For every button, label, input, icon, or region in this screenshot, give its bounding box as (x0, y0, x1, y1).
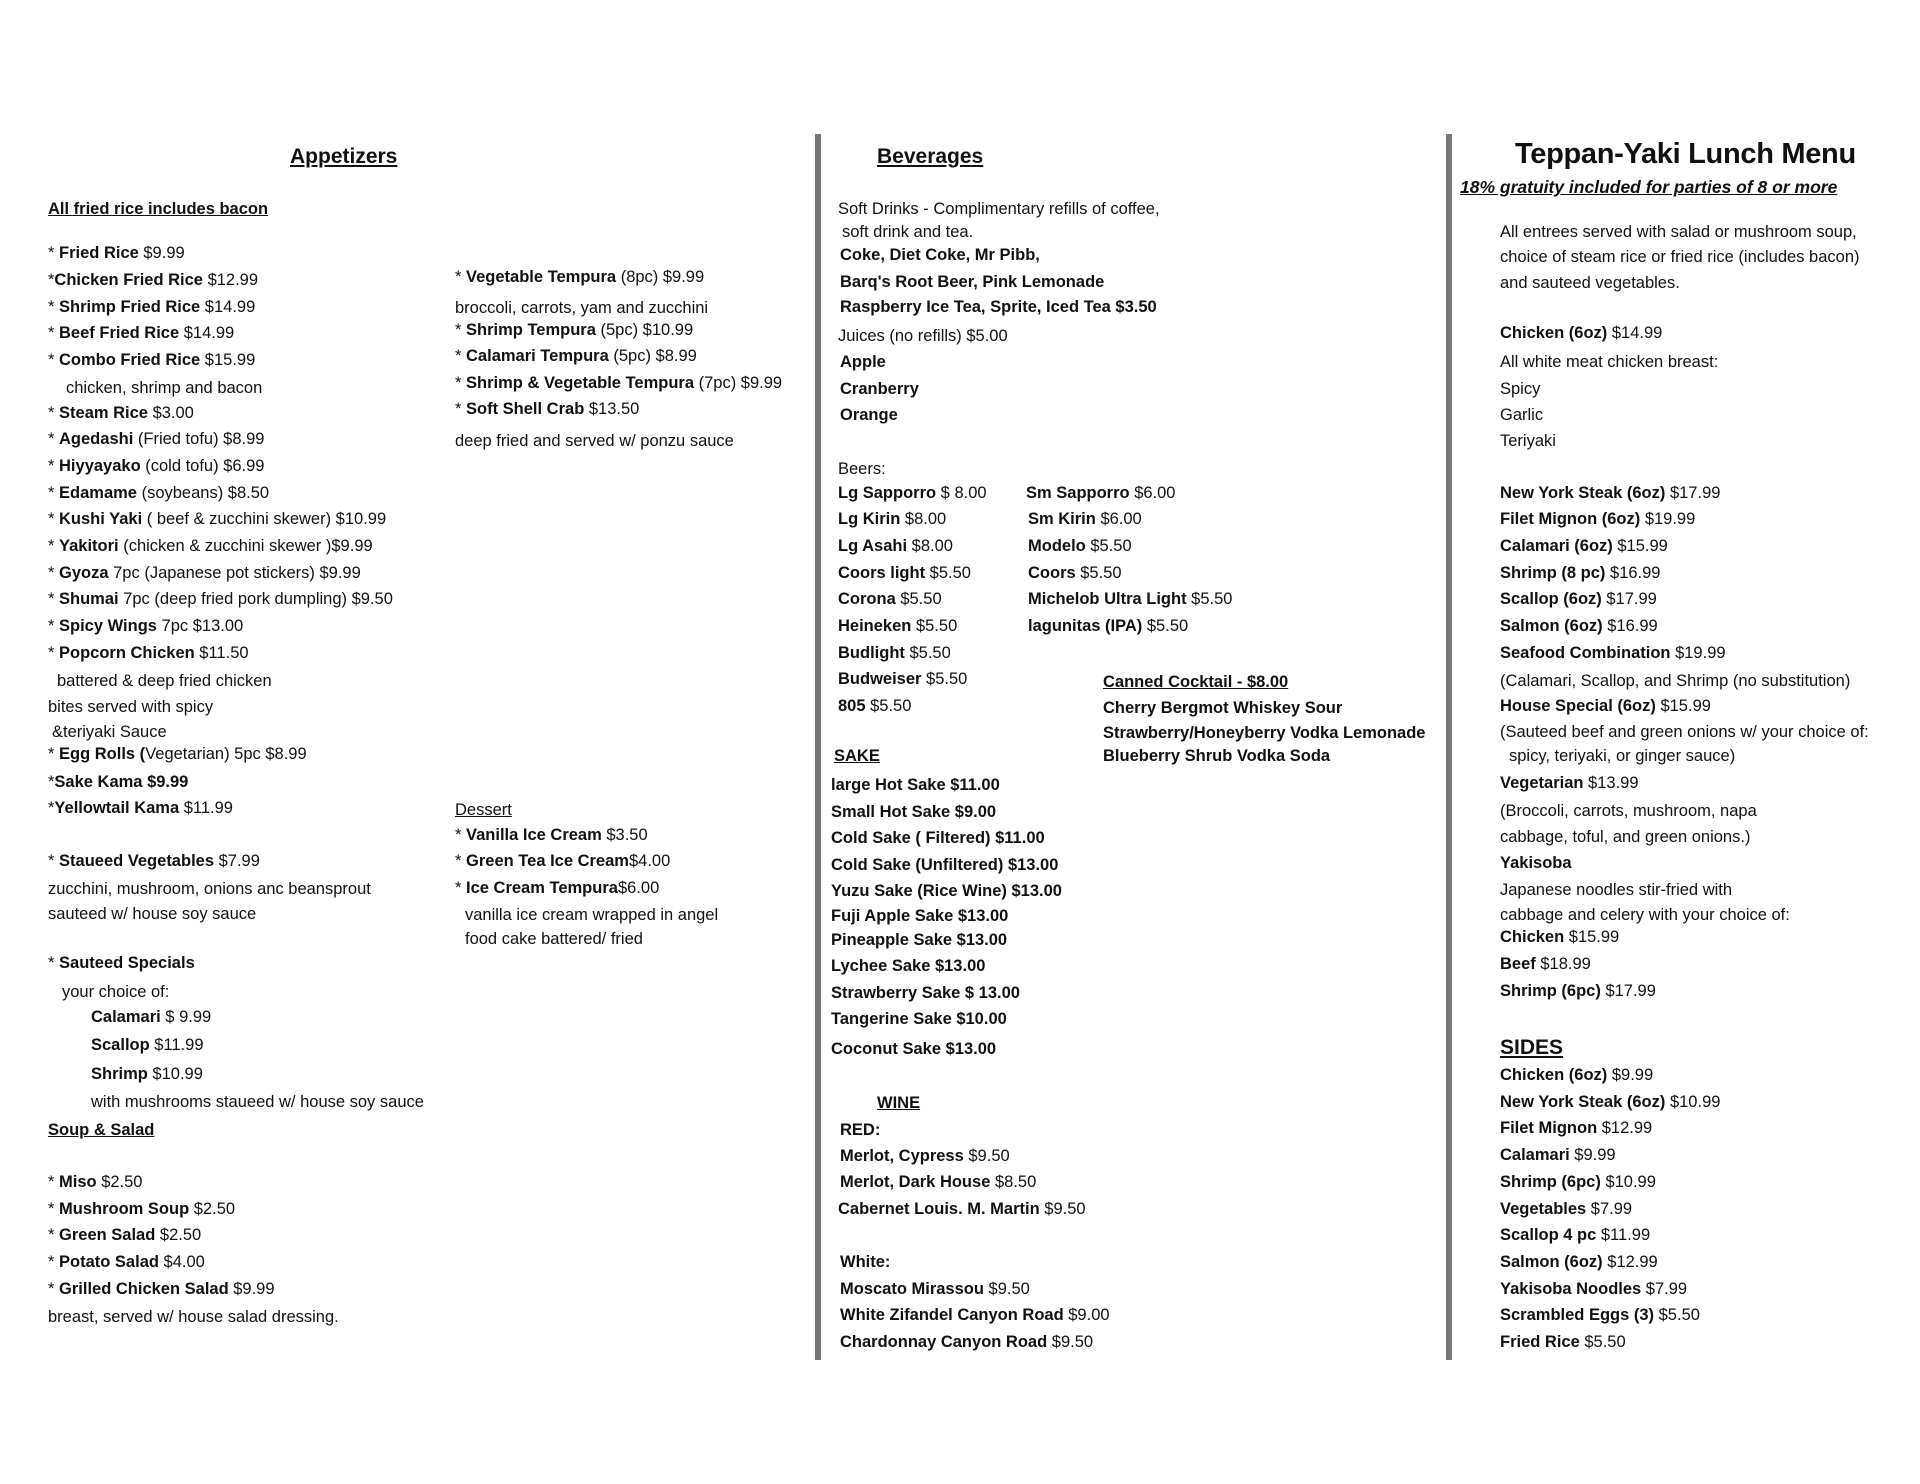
entree-item: Vegetarian $13.99 (1500, 774, 1639, 792)
menu-item: * Vanilla Ice Cream $3.50 (455, 826, 648, 844)
menu-item-description: deep fried and served w/ ponzu sauce (455, 432, 734, 450)
entree-intro: and sauteed vegetables. (1500, 274, 1680, 292)
beer-item: Michelob Ultra Light $5.50 (1028, 590, 1233, 608)
entree-item: Filet Mignon (6oz) $19.99 (1500, 510, 1696, 528)
beer-item: Sm Sapporro $6.00 (1026, 484, 1176, 502)
juice-item: Cranberry (840, 380, 919, 398)
appetizers-heading: Appetizers (290, 145, 398, 168)
entree-description: All white meat chicken breast: (1500, 353, 1719, 371)
menu-item: * Edamame (soybeans) $8.50 (48, 484, 270, 502)
side-item: Vegetables $7.99 (1500, 1200, 1633, 1218)
menu-item: * Fried Rice $9.99 (48, 244, 185, 262)
beer-item: 805 $5.50 (838, 697, 912, 715)
menu-item: * Vegetable Tempura (8pc) $9.99 (455, 268, 705, 286)
wine-item: Merlot, Cypress $9.50 (840, 1147, 1010, 1165)
beer-item: Coors light $5.50 (838, 564, 971, 582)
side-item: Yakisoba Noodles $7.99 (1500, 1280, 1688, 1298)
entree-description: Teriyaki (1500, 432, 1556, 450)
beer-item: lagunitas (IPA) $5.50 (1028, 617, 1189, 635)
menu-item: * Sauteed Specials (48, 954, 195, 972)
entree-description: Japanese noodles stir-fried with (1500, 881, 1733, 899)
menu-item: Calamari $ 9.99 (91, 1008, 212, 1026)
side-item: Filet Mignon $12.99 (1500, 1119, 1653, 1137)
menu-item: * Kushi Yaki ( beef & zucchini skewer) $10.99 (48, 510, 387, 528)
wine-item: Moscato Mirassou $9.50 (840, 1280, 1030, 1298)
entree-item: Chicken (6oz) $14.99 (1500, 324, 1663, 342)
sake-item: Lychee Sake $13.00 (831, 957, 986, 975)
menu-item: * Grilled Chicken Salad $9.99 (48, 1280, 275, 1298)
entree-description: cabbage, toful, and green onions.) (1500, 828, 1751, 846)
sake-item: large Hot Sake $11.00 (831, 776, 1000, 794)
soup-salad-heading: Soup & Salad (48, 1121, 155, 1139)
sides-heading: SIDES (1500, 1036, 1564, 1059)
menu-item: * Potato Salad $4.00 (48, 1253, 205, 1271)
entree-description: (Broccoli, carrots, mushroom, napa (1500, 802, 1757, 820)
menu-item: * Shrimp & Vegetable Tempura (7pc) $9.99 (455, 374, 783, 392)
side-item: Scallop 4 pc $11.99 (1500, 1226, 1651, 1244)
side-item: Chicken (6oz) $9.99 (1500, 1066, 1654, 1084)
side-item: Fried Rice $5.50 (1500, 1333, 1626, 1351)
wine-item: White Zifandel Canyon Road $9.00 (840, 1306, 1110, 1324)
menu-item-description: zucchini, mushroom, onions anc beansprout (48, 880, 371, 898)
menu-item: Scallop $11.99 (91, 1036, 204, 1054)
menu-item: * Popcorn Chicken $11.50 (48, 644, 249, 662)
menu-item-description: your choice of: (62, 983, 170, 1001)
menu-item: * Green Tea Ice Cream$4.00 (455, 852, 671, 870)
sake-item: Yuzu Sake (Rice Wine) $13.00 (831, 882, 1062, 900)
wine-item: Cabernet Louis. M. Martin $9.50 (838, 1200, 1086, 1218)
menu-item: Shrimp $10.99 (91, 1065, 203, 1083)
menu-item: * Yakitori (chicken & zucchini skewer )$9.99 (48, 537, 373, 555)
soft-drink-item: Raspberry Ice Tea, Sprite, Iced Tea $3.50 (840, 298, 1157, 316)
wine-item: Merlot, Dark House $8.50 (840, 1173, 1037, 1191)
entree-description: (Sauteed beef and green onions w/ your choice of: (1500, 723, 1869, 741)
menu-item: * Ice Cream Tempura$6.00 (455, 879, 660, 897)
menu-item: * Beef Fried Rice $14.99 (48, 324, 235, 342)
soft-drinks-note: soft drink and tea. (842, 223, 974, 241)
soft-drink-item: Barq's Root Beer, Pink Lemonade (840, 273, 1105, 291)
menu-item-description: chicken, shrimp and bacon (66, 379, 263, 397)
beer-item: Lg Kirin $8.00 (838, 510, 947, 528)
wine-heading: WINE (877, 1094, 921, 1112)
beer-item: Sm Kirin $6.00 (1028, 510, 1142, 528)
menu-item: * Steam Rice $3.00 (48, 404, 194, 422)
menu-item: * Hiyyayako (cold tofu) $6.99 (48, 457, 265, 475)
sake-heading: SAKE (834, 747, 880, 765)
menu-item: * Soft Shell Crab $13.50 (455, 400, 640, 418)
beer-item: Lg Asahi $8.00 (838, 537, 953, 555)
menu-item: * Green Salad $2.50 (48, 1226, 202, 1244)
beers-label: Beers: (838, 460, 886, 478)
menu-item-description: breast, served w/ house salad dressing. (48, 1308, 339, 1326)
cocktail-item: Strawberry/Honeyberry Vodka Lemonade (1103, 724, 1426, 742)
entree-item: Chicken $15.99 (1500, 928, 1620, 946)
menu-item-description: vanilla ice cream wrapped in angel (465, 906, 719, 924)
juice-item: Apple (840, 353, 886, 371)
entree-item: Salmon (6oz) $16.99 (1500, 617, 1658, 635)
sake-item: Cold Sake ( Filtered) $11.00 (831, 829, 1045, 847)
sake-item: Strawberry Sake $ 13.00 (831, 984, 1020, 1002)
side-item: Scrambled Eggs (3) $5.50 (1500, 1306, 1700, 1324)
wine-item: Chardonnay Canyon Road $9.50 (840, 1333, 1094, 1351)
entree-description: Spicy (1500, 380, 1541, 398)
sake-item: Coconut Sake $13.00 (831, 1040, 997, 1058)
soft-drinks-note: Soft Drinks - Complimentary refills of coffee, (838, 200, 1160, 218)
juice-item: Orange (840, 406, 898, 424)
menu-item: * Gyoza 7pc (Japanese pot stickers) $9.99 (48, 564, 361, 582)
menu-item: * Shrimp Fried Rice $14.99 (48, 298, 256, 316)
menu-item-description: food cake battered/ fried (465, 930, 643, 948)
beverages-heading: Beverages (877, 145, 984, 168)
gratuity-note: 18% gratuity included for parties of 8 or more (1460, 177, 1838, 197)
dessert-heading: Dessert (455, 801, 512, 819)
entree-item: Beef $18.99 (1500, 955, 1591, 973)
menu-item: * Spicy Wings 7pc $13.00 (48, 617, 244, 635)
entree-item: Scallop (6oz) $17.99 (1500, 590, 1657, 608)
entree-description: spicy, teriyaki, or ginger sauce) (1509, 747, 1736, 765)
sake-item: Cold Sake (Unfiltered) $13.00 (831, 856, 1059, 874)
entree-intro: choice of steam rice or fried rice (includes bacon) (1500, 248, 1860, 266)
beer-item: Modelo $5.50 (1028, 537, 1132, 555)
side-item: Shrimp (6pc) $10.99 (1500, 1173, 1656, 1191)
menu-item: *Yellowtail Kama $11.99 (48, 799, 233, 817)
beer-item: Coors $5.50 (1028, 564, 1122, 582)
menu-item: *Chicken Fried Rice $12.99 (48, 271, 259, 289)
entree-item: Calamari (6oz) $15.99 (1500, 537, 1668, 555)
side-item: Salmon (6oz) $12.99 (1500, 1253, 1658, 1271)
side-item: Calamari $9.99 (1500, 1146, 1616, 1164)
red-wine-label: RED: (840, 1121, 881, 1139)
menu-item: *Sake Kama $9.99 (48, 773, 189, 791)
sake-item: Fuji Apple Sake $13.00 (831, 907, 1009, 925)
entree-item: House Special (6oz) $15.99 (1500, 697, 1711, 715)
beer-item: Budweiser $5.50 (838, 670, 968, 688)
white-wine-label: White: (840, 1253, 891, 1271)
entree-description: cabbage and celery with your choice of: (1500, 906, 1790, 924)
menu-item: * Egg Rolls (Vegetarian) 5pc $8.99 (48, 745, 307, 763)
menu-item: * Agedashi (Fried tofu) $8.99 (48, 430, 265, 448)
beer-item: Heineken $5.50 (838, 617, 958, 635)
entree-item: Shrimp (8 pc) $16.99 (1500, 564, 1661, 582)
menu-item: * Miso $2.50 (48, 1173, 143, 1191)
entree-description: Garlic (1500, 406, 1544, 424)
entree-intro: All entrees served with salad or mushroom soup, (1500, 223, 1857, 241)
entree-description: (Calamari, Scallop, and Shrimp (no substitution) (1500, 672, 1851, 690)
beer-item: Budlight $5.50 (838, 644, 951, 662)
menu-item: * Combo Fried Rice $15.99 (48, 351, 256, 369)
entree-item: New York Steak (6oz) $17.99 (1500, 484, 1721, 502)
cocktail-item: Cherry Bergmot Whiskey Sour (1103, 699, 1343, 717)
canned-cocktail-heading: Canned Cocktail - $8.00 (1103, 673, 1289, 691)
entree-item: Yakisoba (1500, 854, 1572, 872)
sake-item: Pineapple Sake $13.00 (831, 931, 1008, 949)
menu-item-description: &teriyaki Sauce (52, 723, 167, 741)
menu-item-description: broccoli, carrots, yam and zucchini (455, 299, 709, 317)
beer-item: Corona $5.50 (838, 590, 942, 608)
entree-item: Seafood Combination $19.99 (1500, 644, 1726, 662)
sake-item: Tangerine Sake $10.00 (831, 1010, 1007, 1028)
appetizers-note: All fried rice includes bacon (48, 200, 269, 218)
menu-item: * Calamari Tempura (5pc) $8.99 (455, 347, 697, 365)
menu-item: * Shrimp Tempura (5pc) $10.99 (455, 321, 694, 339)
column-separator-right (1446, 134, 1452, 1360)
juices-label: Juices (no refills) $5.00 (838, 327, 1008, 345)
soft-drink-item: Coke, Diet Coke, Mr Pibb, (840, 246, 1040, 264)
menu-item-description: bites served with spicy (48, 698, 214, 716)
sake-item: Small Hot Sake $9.00 (831, 803, 997, 821)
menu-item: * Staueed Vegetables $7.99 (48, 852, 260, 870)
beer-item: Lg Sapporro $ 8.00 (838, 484, 987, 502)
menu-item: * Shumai 7pc (deep fried pork dumpling) $9.50 (48, 590, 393, 608)
menu-item-description: with mushrooms staueed w/ house soy sauce (91, 1093, 424, 1111)
side-item: New York Steak (6oz) $10.99 (1500, 1093, 1721, 1111)
menu-item-description: sauteed w/ house soy sauce (48, 905, 257, 923)
column-separator-left (815, 134, 821, 1360)
cocktail-item: Blueberry Shrub Vodka Soda (1103, 747, 1331, 765)
menu-item-description: battered & deep fried chicken (57, 672, 272, 690)
menu-item: * Mushroom Soup $2.50 (48, 1200, 236, 1218)
page-title: Teppan-Yaki Lunch Menu (1515, 138, 1856, 170)
entree-item: Shrimp (6pc) $17.99 (1500, 982, 1656, 1000)
